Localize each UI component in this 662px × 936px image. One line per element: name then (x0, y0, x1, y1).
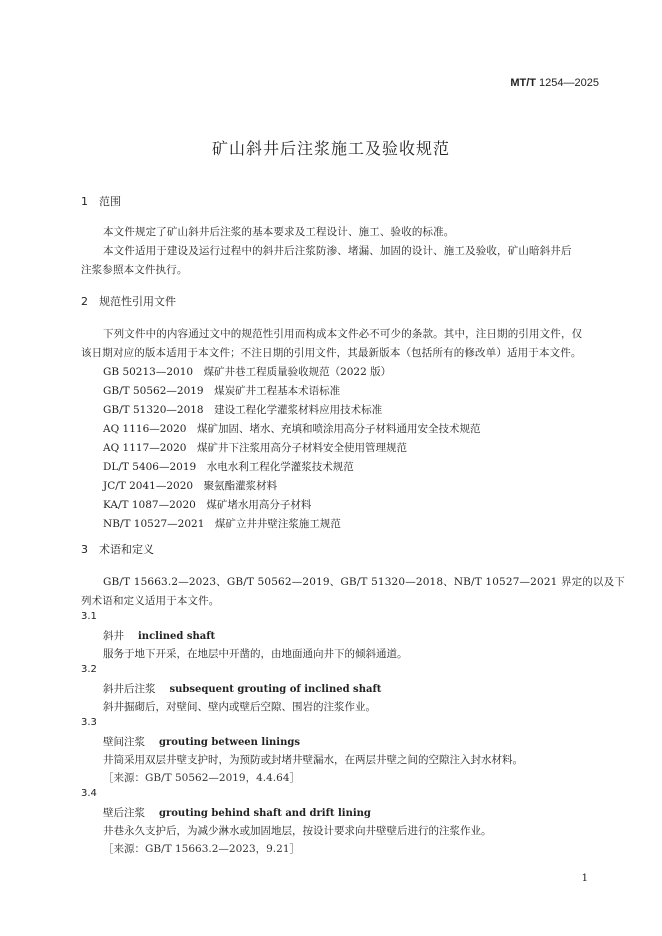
reference-item: DL/T 5406—2019 水电水利工程化学灌浆技术规范 (103, 461, 354, 473)
standard-code: MT/T 1254—2025 (510, 77, 599, 89)
term-source: ［来源：GB/T 50562—2019，4.4.64］ (103, 772, 301, 784)
page-title: 矿山斜井后注浆施工及验收规范 (211, 139, 450, 158)
term-heading: 斜井 inclined shaft (103, 630, 216, 642)
reference-item: GB 50213—2010 煤矿井巷工程质量验收规范（2022 版） (103, 366, 392, 378)
term-heading: 壁间注浆 grouting between linings (103, 736, 300, 748)
normative-intro-line-2: 该日期对应的版本适用于本文件；不注日期的引用文件，其最新版本（包括所有的修改单）适用于本文件。 (81, 347, 582, 359)
scope-paragraph-2-line-1: 本文件适用于建设及运行过程中的斜井后注浆防渗、堵漏、加固的设计、施工及验收，矿山暗斜井后 (103, 245, 572, 257)
term-source: ［来源：GB/T 15663.2—2023，9.21］ (103, 843, 301, 855)
reference-item: KA/T 1087—2020 煤矿堵水用高分子材料 (103, 499, 312, 511)
term-definition: 井巷永久支护后，为减少淋水或加固地层，按设计要求向井壁壁后进行的注浆作业。 (103, 825, 492, 837)
reference-item: AQ 1117—2020 煤矿井下注浆用高分子材料安全使用管理规范 (103, 442, 407, 454)
reference-item: GB/T 50562—2019 煤炭矿井工程基本术语标准 (103, 385, 341, 397)
scope-paragraph-2-line-2: 注浆参照本文件执行。 (81, 264, 188, 276)
term-heading: 壁后注浆 grouting behind shaft and drift lining (103, 807, 371, 819)
terms-intro-line-2: 列术语和定义适用于本文件。 (81, 595, 220, 607)
reference-item: JC/T 2041—2020 聚氨酯灌浆材料 (103, 480, 278, 492)
reference-item: AQ 1116—2020 煤矿加固、堵水、充填和喷涂用高分子材料通用安全技术规范 (103, 423, 481, 435)
reference-item: NB/T 10527—2021 煤矿立井井壁注浆施工规范 (103, 518, 341, 530)
section-heading-1: 1 范围 (81, 195, 121, 208)
term-number: 3.2 (81, 664, 97, 675)
term-number: 3.4 (81, 788, 97, 799)
reference-item: GB/T 51320—2018 建设工程化学灌浆材料应用技术标准 (103, 404, 383, 416)
term-definition: 服务于地下开采，在地层中开凿的，由地面通向井下的倾斜通道。 (103, 648, 408, 660)
terms-intro-line-1: GB/T 15663.2—2023、GB/T 50562—2019、GB/T 51320—2018、NB/T 10527—2021 界定的以及下 (103, 576, 625, 588)
section-heading-2: 2 规范性引用文件 (81, 295, 176, 308)
page-number: 1 (581, 873, 588, 884)
term-number: 3.1 (81, 611, 97, 622)
scope-paragraph-1: 本文件规定了矿山斜井后注浆的基本要求及工程设计、施工、验收的标准。 (103, 226, 455, 238)
term-heading: 斜井后注浆 subsequent grouting of inclined shaft (103, 683, 382, 695)
term-number: 3.3 (81, 717, 97, 728)
section-heading-3: 3 术语和定义 (81, 543, 154, 556)
term-definition: 斜井掘砌后，对壁间、壁内或壁后空隙、围岩的注浆作业。 (103, 701, 376, 713)
term-definition: 井筒采用双层井壁支护时，为预防或封堵井壁漏水，在两层井壁之间的空隙注入封水材料。 (103, 754, 523, 766)
normative-intro-line-1: 下列文件中的内容通过文中的规范性引用而构成本文件必不可少的条款。其中，注日期的引用文件，仅 (103, 328, 583, 340)
